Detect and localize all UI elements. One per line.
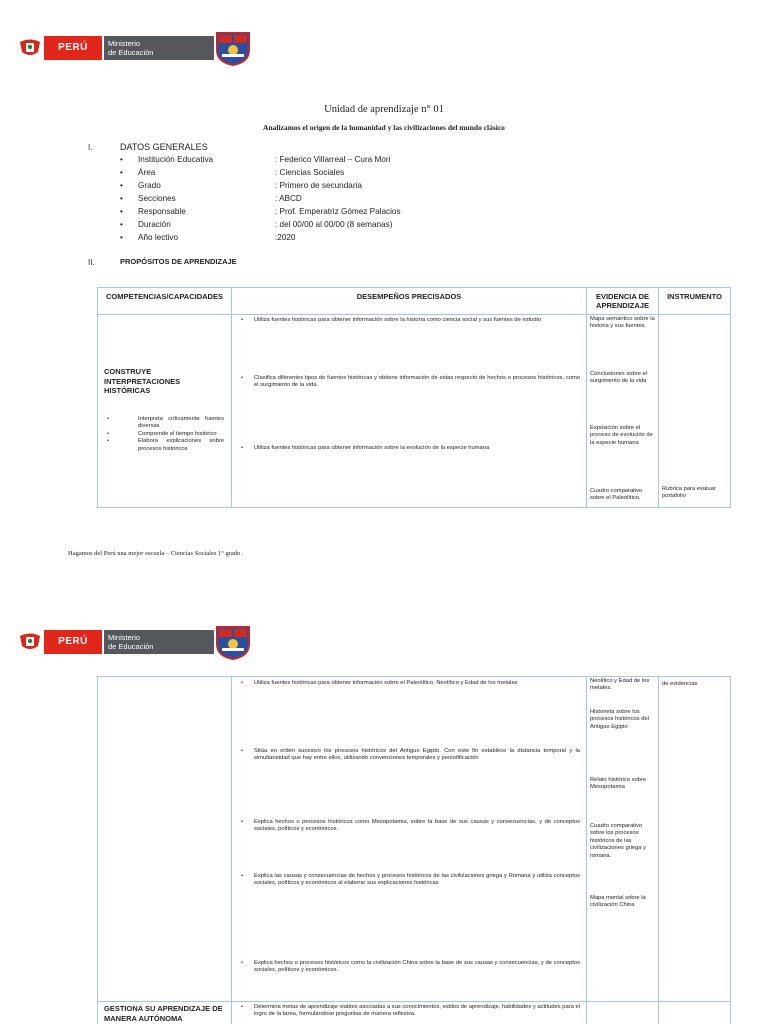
instrumento-cell: [659, 677, 731, 1002]
desempeno-item: • Determina metas de aprendizaje viables asociadas a sus conocimientos, estilos de aprendizaje, habilidades y actitudes para el logro de la tarea, formulándose preguntas de manera reflexiva.: [232, 1004, 584, 1019]
capacidad-item: • Elabora explicaciones sobre procesos históricos: [98, 438, 228, 453]
desempenos-cell: [232, 1002, 587, 1024]
bullet-icon: •: [120, 233, 123, 242]
bullet-icon: •: [120, 155, 123, 164]
dg-value: : Prof. Emperatriz Gómez Palacios: [275, 207, 401, 216]
competencias-cell: [98, 315, 232, 508]
dg-label: Área: [138, 168, 156, 177]
ministry-line-1: Ministerio: [108, 39, 141, 48]
ministry-line-1: Ministerio: [108, 633, 141, 642]
table-header-row: [98, 288, 731, 315]
bullet-icon: •: [120, 207, 123, 216]
dg-label: Año lectivo: [138, 233, 179, 242]
header-competencias: COMPETENCIAS/CAPACIDADES: [98, 288, 232, 315]
evidencia-item: Exposición sobre el proceso de evolución de la especie humana: [590, 425, 653, 446]
desempeno-item: • Utiliza fuentes históricas para obtener información sobre la evolución de la especie humana: [232, 445, 584, 452]
evidencias-cell: [587, 677, 659, 1002]
dg-value: : del 00/00 al 00/00 (8 semanas): [275, 220, 393, 229]
dg-value: : ABCD: [275, 194, 302, 203]
desempeno-item: • Explica hechos o procesos históricos como la civilización China sobre la base de sus causas y consecuencias, y de conceptos sociales, políticos y económicos.: [232, 960, 584, 975]
header-evidencia: EVIDENCIA DE APRENDIZAJE: [587, 288, 659, 315]
instrumento-cell: [659, 1002, 731, 1024]
dg-label: Grado: [138, 181, 161, 190]
ministry-line-2: de Educación: [108, 48, 154, 57]
propositos-table-continued: [97, 676, 731, 1024]
dg-value: : Ciencias Sociales: [275, 168, 345, 177]
dg-value: : Primero de secundaria: [275, 181, 362, 190]
desempeno-item: • Utiliza fuentes históricas para obtener información sobre la historia como ciencia social y sus fuentes de estudio: [232, 317, 584, 324]
competencia2-cell: [98, 1002, 232, 1024]
desempeno-item: • Utiliza fuentes históricas para obtener información sobre el Paleolítico, Neolítico y Edad de los metales: [232, 680, 584, 687]
evidencia-item: Historieta sobre los procesos históricos del Antiguo Egipto: [590, 709, 649, 730]
capacidad-item: • Interpreta críticamente fuentes diversas: [98, 416, 228, 431]
dg-value: : Federico Villarreal – Cura Mori: [275, 155, 391, 164]
evidencia-item: Conclusiones sobre el surgimiento de la vida: [590, 371, 648, 385]
capacidad-item: • Comprende el tiempo histórico: [98, 431, 228, 438]
table-row: [98, 1002, 731, 1024]
propositos-heading: PROPÓSITOS DE APRENDIZAJE: [120, 257, 237, 266]
table-row: [98, 677, 731, 1002]
document-title: Unidad de aprendizaje n° 01: [324, 104, 444, 115]
desempeno-item: • Explica hechos o procesos históricos como Mesopotamia, sobre la base de sus causas y consecuencias, y de conceptos sociales, políticos y económicos.: [232, 819, 584, 834]
bullet-icon: •: [120, 168, 123, 177]
peru-coat-of-arms-icon: [18, 630, 42, 654]
datos-generales-heading: DATOS GENERALES: [120, 142, 208, 152]
evidencias-cell: [587, 315, 659, 508]
evidencia-item: Cuadro comparativo sobre el Paleolítico,: [590, 488, 643, 502]
dg-label: Responsable: [138, 207, 186, 216]
desempeno-item: • Explica las causas y consecuencias de hechos y procesos históricos de las civilizaciones griega y Romana y utiliza conceptos sociales, políticos y económicos al elaborar sus explicaciones históricas: [232, 873, 584, 888]
minedu-logo-page2: [18, 630, 198, 654]
dg-label: Institución Educativa: [138, 155, 214, 164]
page-footer: Hagamos del Perú una mejor escuela – Ciencias Sociales 1° grado .: [68, 550, 244, 557]
peru-label: PERÚ: [44, 36, 102, 60]
evidencia-item: Mapa mental sobre la civilización China: [590, 895, 646, 909]
bullet-icon: •: [120, 181, 123, 190]
desempenos-cell: [232, 315, 587, 508]
evidencia-item: Mapa semántico sobre la historia y sus fuentes.: [590, 316, 655, 330]
header-instrumento: INSTRUMENTO: [659, 288, 731, 315]
ministry-label: [104, 630, 214, 654]
bullet-icon: •: [120, 194, 123, 203]
evidencia-item: Cuadro comparativo sobre los procesos históricos de las civilizaciones griega y romana.: [590, 823, 647, 859]
propositos-table: [97, 287, 731, 508]
section-number-2: II.: [88, 258, 95, 267]
competencia-title: CONSTRUYE INTERPRETACIONES HISTÓRICAS: [104, 367, 181, 395]
capacidades-list: [98, 416, 228, 453]
instrumento-text: Rubrica para evaluar portafolio: [662, 486, 716, 500]
table-row: [98, 315, 731, 508]
instrumento-cell: [659, 315, 731, 508]
evidencia-item: Relato histórico sobre Mesopotamia: [590, 777, 647, 791]
evidencias-cell: [587, 1002, 659, 1024]
minedu-logo: [18, 36, 198, 60]
header-desempenos: DESEMPEÑOS PRECISADOS: [232, 288, 587, 315]
ministry-line-2: de Educación: [108, 642, 154, 651]
instrumento-text: de evidencias: [662, 681, 698, 687]
section-number-1: I.: [88, 143, 93, 152]
desempeno-item: • Sitúa en orden sucesivo los procesos históricos del Antiguo Egipto. Con este fin establece la distancia temporal y la simultaneidad que hay entre ellos, utilizando convenciones temporales y periodificación: [232, 748, 584, 763]
ministry-label: [104, 36, 214, 60]
desempenos-cell: [232, 677, 587, 1002]
school-shield-icon: [214, 624, 252, 660]
competencias-cell-continued: [98, 677, 232, 1002]
evidencia-item: Neolítico y Edad de los metales.: [590, 678, 650, 692]
peru-coat-of-arms-icon: [18, 36, 42, 60]
document-subtitle: Analizamos el origen de la humanidad y las civilizaciones del mundo clásico: [263, 123, 505, 132]
dg-value: :2020: [275, 233, 296, 242]
dg-label: Duración: [138, 220, 171, 229]
bullet-icon: •: [120, 220, 123, 229]
peru-label: PERÚ: [44, 630, 102, 654]
desempeno-item: • Clasifica diferentes tipos de fuentes históricas y obtiene información de estas respecto de hechos o procesos históricos, como el surgimiento de la vida.: [232, 375, 584, 390]
competencia-title: GESTIONA SU APRENDIZAJE DE MANERA AUTÓNOMA: [104, 1004, 223, 1023]
dg-label: Secciones: [138, 194, 176, 203]
school-shield-icon: [214, 30, 252, 66]
